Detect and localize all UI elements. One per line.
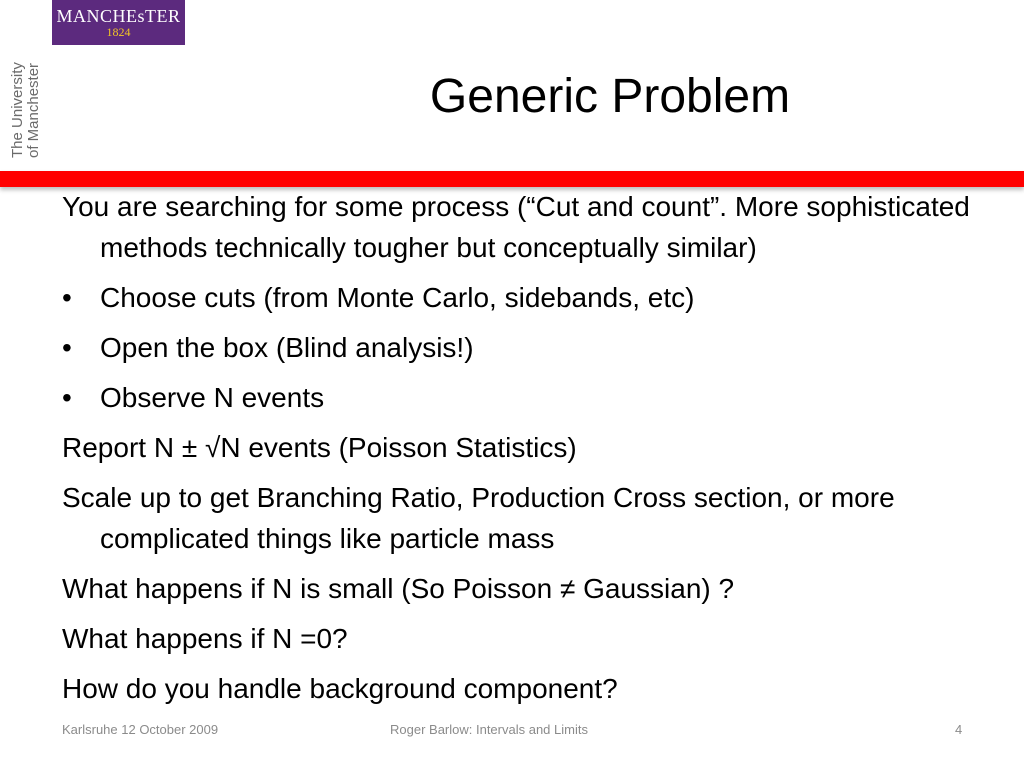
bullet-text: Open the box (Blind analysis!) xyxy=(100,332,474,363)
body-paragraph-report: Report N ± √N events (Poisson Statistics) xyxy=(62,432,577,463)
slide-title: Generic Problem xyxy=(429,70,791,123)
logo-year: 1824 xyxy=(106,25,131,39)
body-paragraph-background: How do you handle background component? xyxy=(62,673,618,704)
footer-page-number: 4 xyxy=(955,722,963,737)
body-paragraph-search: You are searching for some process (“Cut and count”. More sophisticated methods technically tougher but conceptually similar) xyxy=(62,191,970,263)
bullet-item xyxy=(62,377,972,418)
bullet-text: Choose cuts (from Monte Carlo, sidebands, etc) xyxy=(100,282,695,313)
bullet-item xyxy=(62,327,972,368)
bullet-text: Observe N events xyxy=(100,382,325,413)
body-paragraph-scale: Scale up to get Branching Ratio, Production Cross section, or more complicated things like particle mass xyxy=(62,482,895,554)
university-vertical-label xyxy=(10,48,48,158)
logo-wordmark: MANCHEsTER xyxy=(56,6,181,26)
red-divider-band xyxy=(0,171,1024,187)
manchester-logo xyxy=(52,0,185,45)
university-label-line1: The University xyxy=(9,62,26,158)
footer-author-title: Roger Barlow: Intervals and Limits xyxy=(390,722,588,737)
footer-event: Karlsruhe 12 October 2009 xyxy=(62,722,219,737)
bullet-dot-icon: • xyxy=(62,332,72,363)
body-paragraph-zero-n: What happens if N =0? xyxy=(62,623,348,654)
slide-body xyxy=(62,186,972,718)
body-paragraph-small-n: What happens if N is small (So Poisson ≠ Gaussian) ? xyxy=(62,573,735,604)
bullet-item xyxy=(62,277,972,318)
university-label-line2: of Manchester xyxy=(25,62,42,158)
bullet-dot-icon: • xyxy=(62,382,72,413)
bullet-dot-icon: • xyxy=(62,282,72,313)
